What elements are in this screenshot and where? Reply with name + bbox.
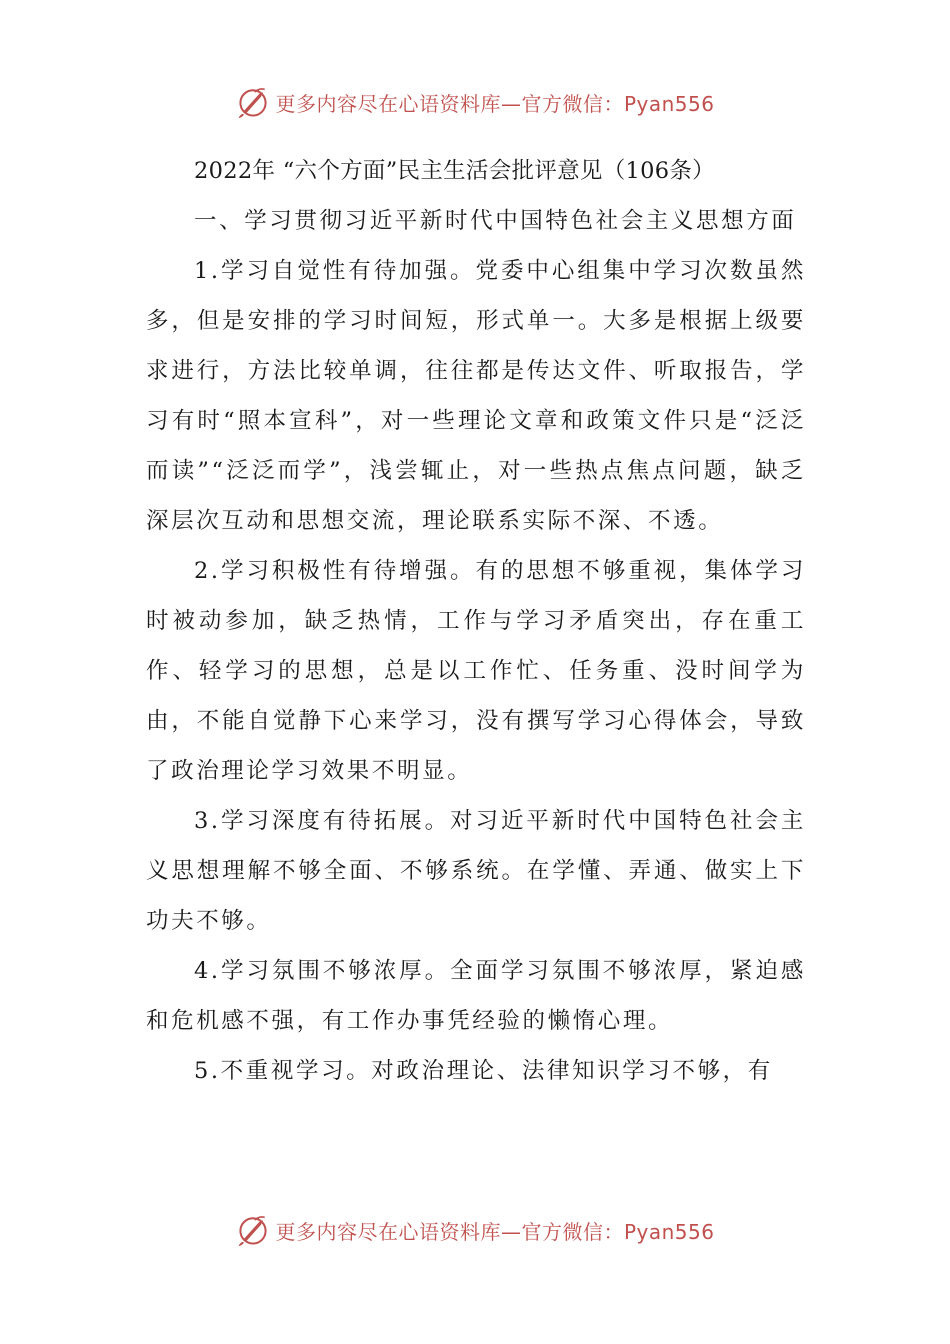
document-title: 2022年 “六个方面”民主生活会批评意见（106条） — [194, 158, 715, 184]
watermark-banner-bottom — [0, 1210, 950, 1250]
paragraph-5: 5.不重视学习。对政治理论、法律知识学习不够，有 — [194, 1058, 773, 1084]
watermark-text: 更多内容尽在心语资料库—官方微信：Pyan556 — [275, 1219, 715, 1244]
watermark-text: 更多内容尽在心语资料库—官方微信：Pyan556 — [275, 91, 715, 116]
brush-pen-logo-icon — [235, 84, 271, 120]
document-body — [146, 146, 806, 1096]
watermark-banner-top — [0, 82, 950, 122]
paragraph-1: 1.学习自觉性有待加强。党委中心组集中学习次数虽然多，但是安排的学习时间短，形式单一。大多是根据上级要求进行，方法比较单调，往往都是传达文件、听取报告，学习有时“照本宣科”，对一些理论文章和政策文件只是“泛泛而读”“泛泛而学”，浅尝辄止，对一些热点焦点问题，缺乏深层次互动和思想交流，理论联系实际不深、不透。 — [146, 258, 806, 534]
section-heading: 一、学习贯彻习近平新时代中国特色社会主义思想方面 — [194, 208, 797, 234]
paragraph-4: 4.学习氛围不够浓厚。全面学习氛围不够浓厚，紧迫感和危机感不强，有工作办事凭经验的懒惰心理。 — [146, 958, 806, 1034]
paragraph-2: 2.学习积极性有待增强。有的思想不够重视，集体学习时被动参加，缺乏热情，工作与学习矛盾突出，存在重工作、轻学习的思想，总是以工作忙、任务重、没时间学为由，不能自觉静下心来学习，没有撰写学习心得体会，导致了政治理论学习效果不明显。 — [146, 558, 806, 784]
paragraph-3: 3.学习深度有待拓展。对习近平新时代中国特色社会主义思想理解不够全面、不够系统。在学懂、弄通、做实上下功夫不够。 — [146, 808, 806, 934]
brush-pen-logo-icon — [235, 1212, 271, 1248]
